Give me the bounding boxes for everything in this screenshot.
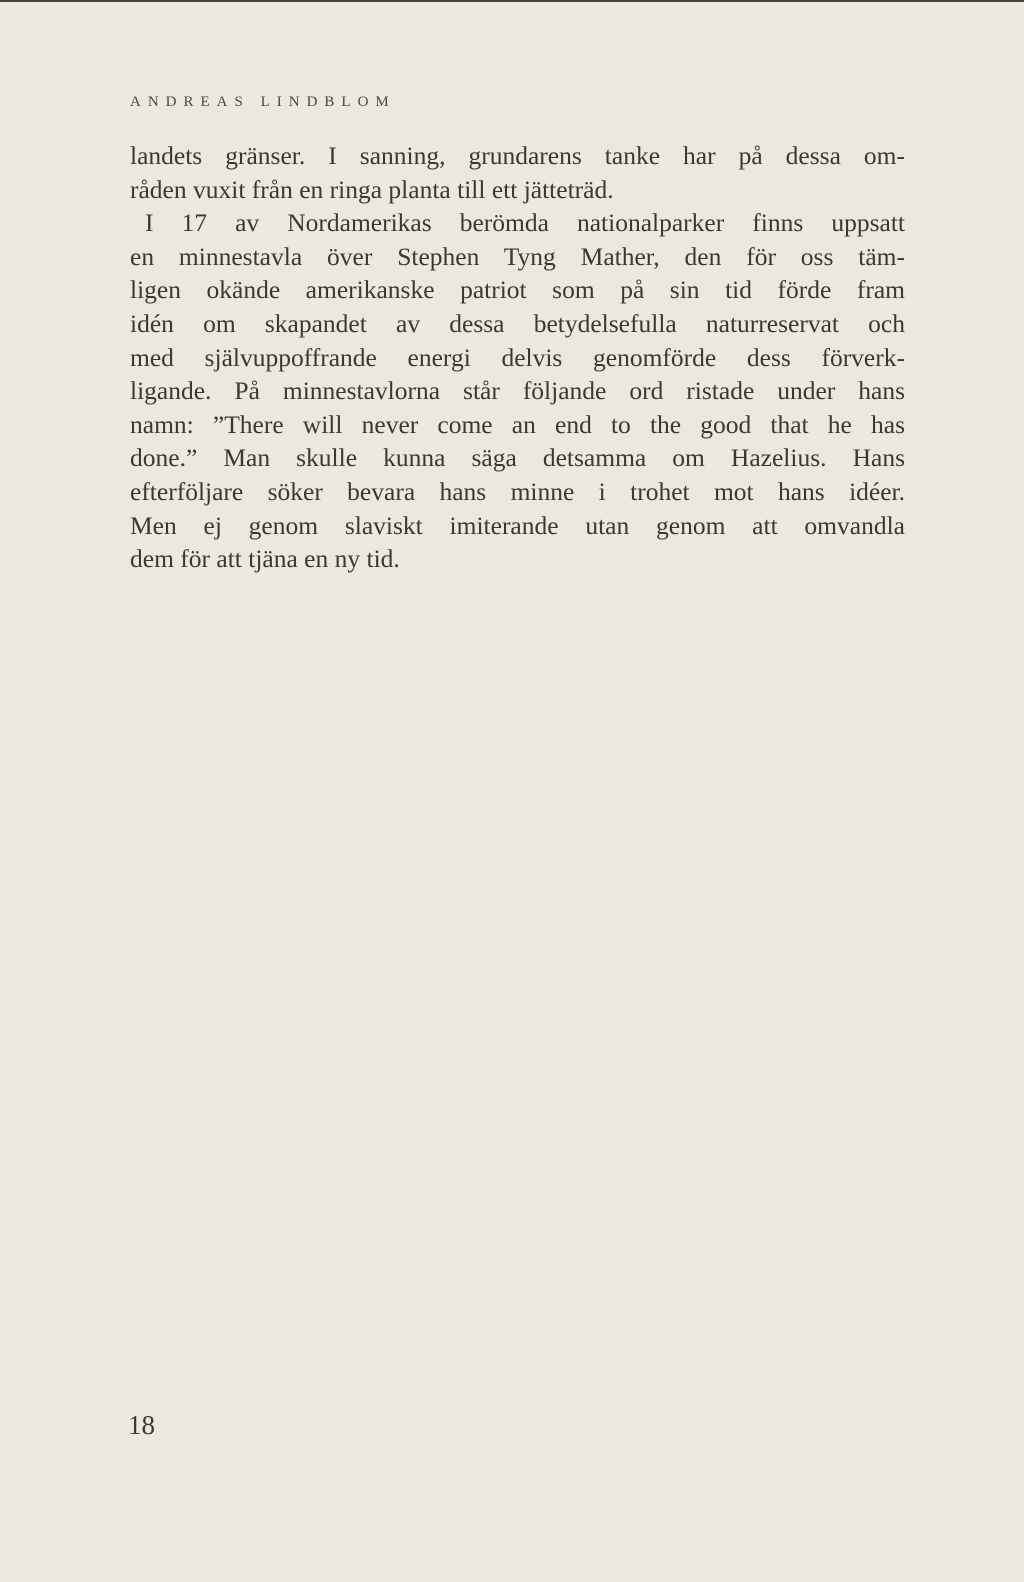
page-number: 18: [128, 1410, 155, 1440]
text-line: namn: ”There will never come an end to the good that he has: [130, 409, 905, 439]
text-line: idén om skapandet av dessa betydelsefulla naturreservat och: [130, 308, 905, 338]
text-line: ligande. På minnestavlorna står följande ord ristade under hans: [130, 376, 905, 406]
body-text: [130, 139, 905, 576]
text-line: råden vuxit från en ringa planta till ett jätteträd.: [130, 174, 614, 204]
text-line: Men ej genom slaviskt imiterande utan genom att omvandla: [130, 510, 905, 540]
text-line: med självuppoffrande energi delvis genomförde dess förverk-: [130, 342, 905, 372]
running-head: ANDREAS LINDBLOM: [130, 94, 396, 110]
text-line: en minnestavla över Stephen Tyng Mather, den för oss täm-: [130, 241, 905, 271]
text-line: I 17 av Nordamerikas berömda nationalparker finns uppsatt: [145, 208, 905, 238]
text-line: landets gränser. I sanning, grundarens tanke har på dessa om-: [130, 141, 905, 170]
text-line: ligen okände amerikanske patriot som på sin tid förde fram: [130, 275, 905, 305]
text-line: efterföljare söker bevara hans minne i trohet mot hans idéer.: [130, 476, 905, 506]
text-line: done.” Man skulle kunna säga detsamma om Hazelius. Hans: [130, 443, 905, 473]
text-line: dem för att tjäna en ny tid.: [130, 544, 400, 574]
